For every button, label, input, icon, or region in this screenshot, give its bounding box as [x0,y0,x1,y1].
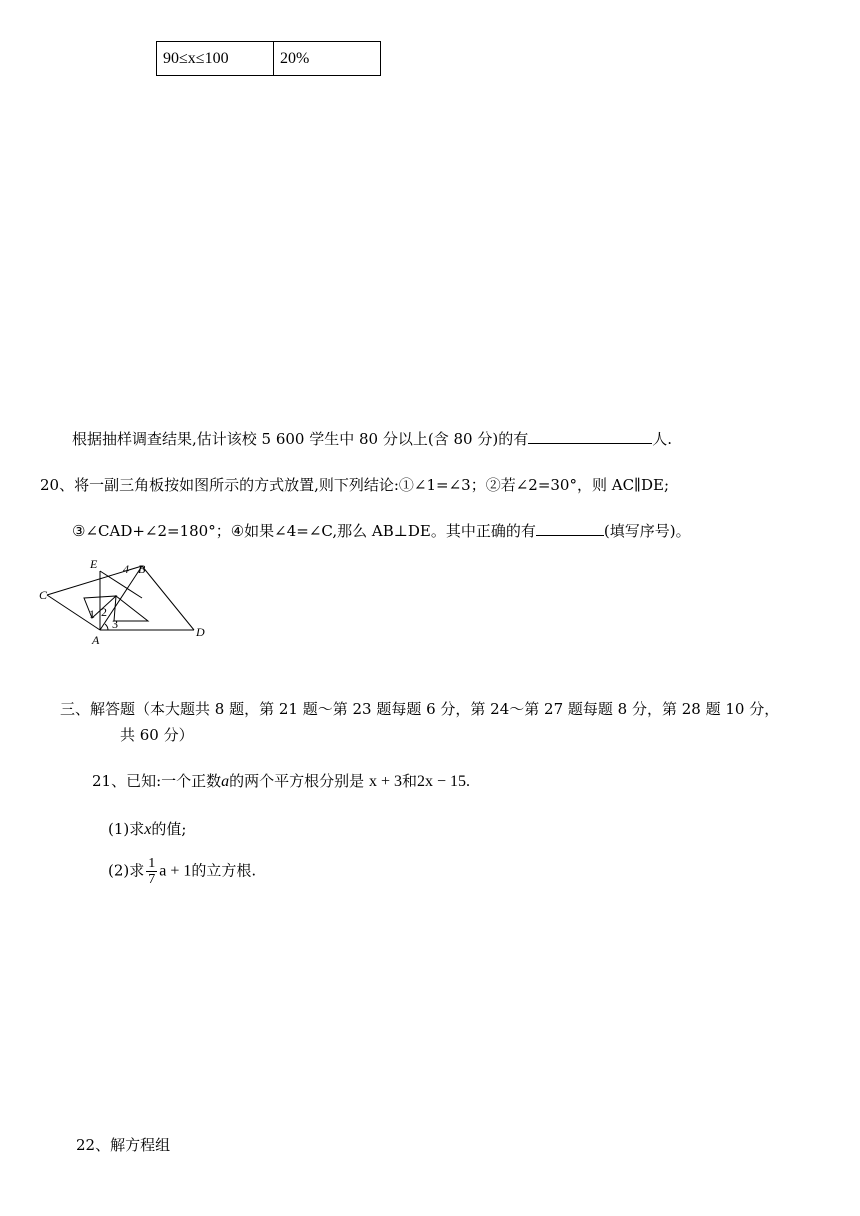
label-4: 4 [123,562,129,576]
q20-line1: 20、将一副三角板按如图所示的方式放置,则下列结论:①∠1=∠3；②若∠2=30°，则 AC∥DE; [40,476,670,494]
q21-and: 和 [401,772,417,790]
figure-line-BD [142,566,194,630]
label-2: 2 [101,605,107,619]
figure-inner-triangle-right [114,596,148,621]
q21-part1-var: x [144,821,152,838]
fraction-one-seventh [146,856,157,887]
q21-part1 [108,818,186,839]
q21-mid: 的两个平方根分别是 [229,772,365,790]
label-B: B [138,562,146,576]
q21-end: . [466,773,471,790]
q21-expr1: x + 3 [368,773,402,790]
section3-heading-cont: 共 60 分） [120,726,194,744]
q21-lead: 21、已知:一个正数 [92,772,222,790]
q21-var-a: a [221,773,230,790]
label-D: D [196,625,205,639]
triangle-rulers-figure [30,556,220,648]
label-3: 3 [112,617,118,631]
q19-text: 根据抽样调查结果,估计该校 5 600 学生中 80 分以上(含 80 分)的有 [72,430,529,448]
label-A: A [92,633,100,647]
fraction-denominator: 7 [148,872,156,887]
q20-blank[interactable] [536,534,604,536]
label-C: C [39,588,48,602]
section3-heading: 三、解答题（本大题共 8 题，第 21 题～第 23 题每题 6 分，第 24～第 27 题每题 8 分，第 28 题 10 分， [60,700,780,718]
table-cell-range: 90≤x≤100 [157,42,274,76]
label-E: E [90,557,98,571]
table-cell-percent: 20% [274,42,381,76]
figure-angle-arc [105,624,108,630]
q19-blank[interactable] [528,442,652,444]
q19-suffix: 人. [652,430,672,448]
table-row [157,42,381,76]
q20-line2 [72,520,691,541]
q21-part1-suffix: 的值; [151,820,187,838]
q21-part2 [108,856,256,887]
label-1: 1 [89,607,95,621]
q21-part2-expr: a + 1 [159,862,192,880]
q20-line2-text: ③∠CAD+∠2=180°；④如果∠4=∠C,那么 AB⊥DE。其中正确的有 [72,522,536,540]
q21-statement [92,770,470,791]
score-table [156,41,381,76]
fraction-numerator: 1 [148,856,156,871]
q21-part1-prefix: (1)求 [108,820,145,838]
q21-expr2: 2x − 15 [417,773,467,790]
q19-answer-line [72,428,672,449]
q22-title: 22、解方程组 [76,1136,171,1154]
q21-part2-prefix: (2)求 [108,861,145,880]
q20-line2-suffix: (填写序号)。 [603,522,691,540]
q21-part2-suffix: 的立方根. [191,861,257,880]
